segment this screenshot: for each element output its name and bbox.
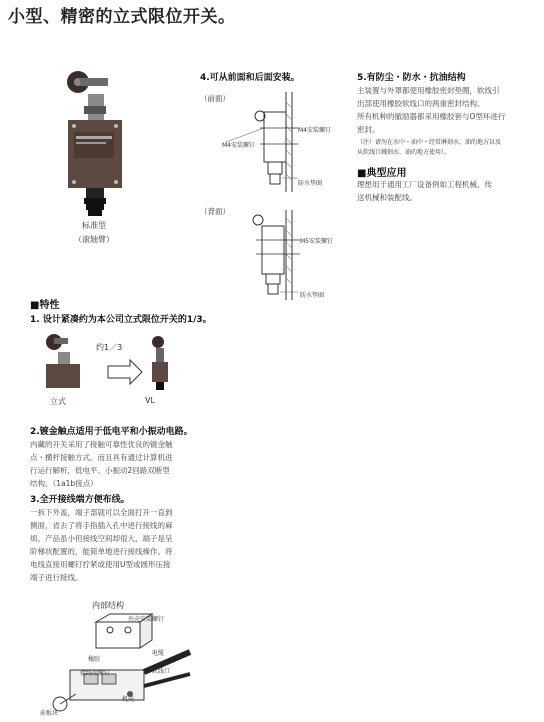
callout-cable-port: 软线口: [152, 668, 171, 675]
applications-body: [357, 178, 537, 204]
section5-heading: 5.有防尘・防水・抗油结构: [357, 73, 466, 83]
feature2-line: 内藏的开关采用了接触可靠性优良的镀金触: [30, 440, 173, 449]
section5-line: 所有机种的撤励器都采用橡胶套与O型环进行: [357, 112, 506, 121]
right-caption: VL: [145, 396, 155, 405]
feature3-line: 端子进行接线。: [30, 573, 83, 582]
section5-line: 密封。: [357, 125, 380, 134]
section4-heading: 4.可从前面和后面安装。: [200, 73, 300, 83]
applications-line: 理想用于通用工厂设备例如工程机械、传: [357, 180, 492, 189]
feature2-body: [30, 438, 200, 490]
feature3-line: 侧面，省去了将手指插入孔中进行接线的麻: [30, 521, 173, 530]
callout-wire: 电缆: [152, 650, 165, 657]
features-heading: ■特性: [30, 300, 60, 311]
front-m4-label: M4安装螺钉: [298, 127, 331, 134]
left-caption: 立式: [50, 397, 66, 406]
feature3-body: [30, 506, 202, 584]
callout-front-cover: 前板块: [40, 710, 59, 717]
feature2-line: 行运行解析，低电平、小振动2回路双断型: [30, 466, 170, 475]
product-caption-1: 标准型: [82, 221, 106, 230]
feature2-line: 结构。（1a1b接点）: [30, 479, 98, 488]
front-seal-label: 防水垫圈: [298, 180, 323, 187]
internal-heading: 内部结构: [92, 601, 124, 610]
front-label: （前面）: [200, 94, 230, 103]
back-mount-diagram: [230, 210, 340, 300]
note-line: （注）请勿在水中・油中・经常淋刻水、油的地方以及: [357, 139, 502, 146]
note-line: 从软线口溅刻水、油的地方使用）。: [357, 149, 451, 156]
callout-housing: 机壳: [122, 696, 135, 703]
size-comparison-diagram: [38, 328, 198, 398]
applications-line: 送机械和装配线。: [357, 193, 417, 202]
internal-structure-diagram: [40, 612, 200, 718]
feature3-line: 一拆下外盖，端子部就可以全面打开一直到: [30, 508, 173, 517]
back-seal-label: 防水垫圈: [300, 292, 325, 299]
back-label: （背面）: [200, 207, 230, 216]
section5-note: [357, 138, 537, 158]
callout-seal: 橡胶: [88, 656, 101, 663]
feature3-line: 电线直接用螺钉拧紧或使用U型或圆形压接: [30, 560, 171, 569]
feature2-line: 点・横杆接触方式，而且具有通过计算机进: [30, 453, 173, 462]
applications-heading: ■典型应用: [357, 168, 407, 179]
section5-line: 出部使用橡胶软线口的两重密封结构。: [357, 99, 485, 108]
section5-body: [357, 84, 537, 136]
callout-terminal: 接线端螺钉: [80, 670, 111, 677]
section5-line: 主装置与外罩都使用橡胶密封垫圈，软线引: [357, 86, 500, 95]
feature2-heading: 2.镀金触点适用于低电平和小振动电路。: [30, 427, 193, 437]
page-title: 小型、精密的立式限位开关。: [8, 7, 236, 27]
callout-cover-screw: 外壳安装螺钉: [128, 616, 165, 623]
feature3-heading: 3.全开接线端方便布线。: [30, 495, 130, 505]
feature3-line: 阶梯状配置的，能简单地进行接线操作。将: [30, 547, 173, 556]
back-m5-label: M5安装螺钉: [300, 238, 333, 245]
feature1-heading: 1. 设计紧凑约为本公司立式限位开关的1/3。: [30, 315, 212, 325]
product-photo-standard: [60, 60, 130, 220]
feature3-line: 烦。产品虽小但接线空间却很大，端子是呈: [30, 534, 173, 543]
ratio-label: 约1／3: [96, 343, 123, 352]
product-caption-2: （滚轴臂）: [74, 235, 114, 244]
front-screw-label: M4安装螺钉: [222, 142, 255, 149]
